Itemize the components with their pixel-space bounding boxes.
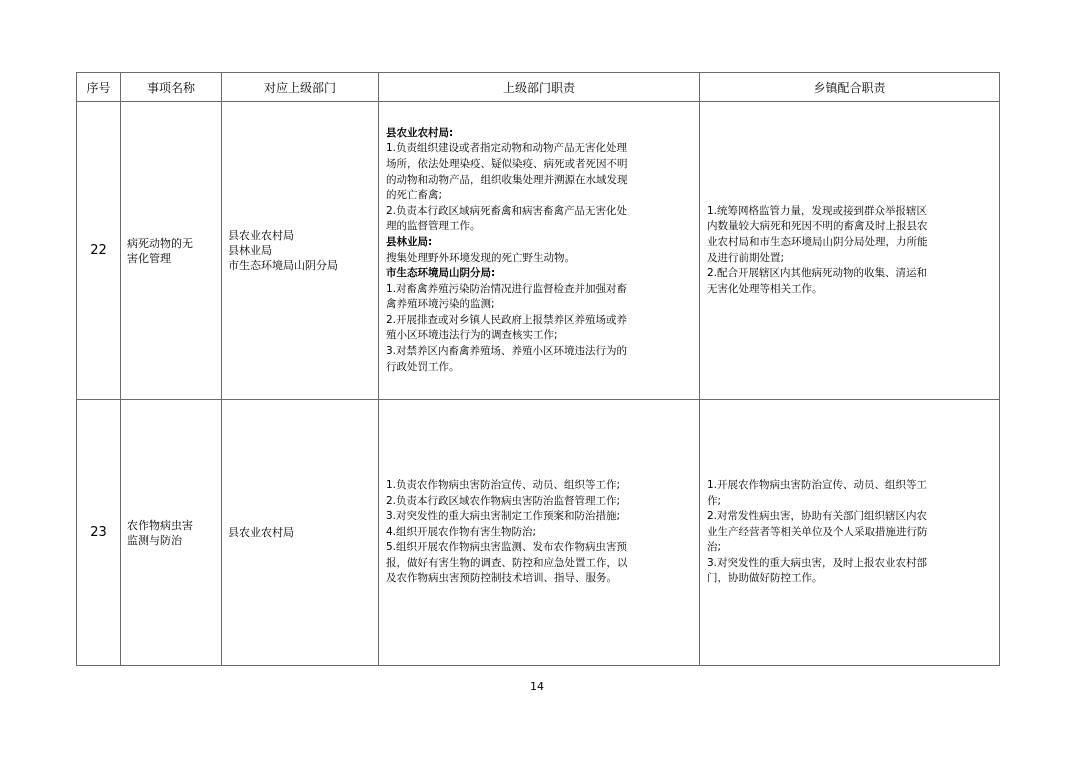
duty-table [76, 72, 1000, 666]
text-line: 的死亡畜禽; [386, 189, 443, 202]
text-line: 及农作物病虫害预防控制技术培训、指导、服务。 [386, 572, 617, 585]
text-line: 4.组织开展农作物有害生物防治; [386, 525, 537, 538]
text-line: 及进行前期处置; [707, 251, 785, 264]
header-row [77, 73, 1000, 102]
text-line: 1.开展农作物病虫害防治宣传、动员、组织等工 [707, 478, 928, 491]
text-line: 禽养殖环境污染的监测; [386, 298, 495, 311]
text-line: 县农业农村局 [228, 229, 294, 242]
text-line: 1.负责农作物病虫害防治宣传、动员、组织等工作; [386, 478, 621, 491]
text-line: 门，协助做好防控工作。 [707, 572, 823, 585]
row-number: 22 [77, 102, 121, 400]
text-line: 2.配合开展辖区内其他病死动物的收集、清运和 [707, 267, 928, 280]
text-line: 报，做好有害生物的调查、防控和应急处置工作，以 [386, 556, 628, 569]
row-number: 23 [77, 400, 121, 666]
text-line: 5.组织开展农作物病虫害监测、发布农作物病虫害预 [386, 541, 628, 554]
text-line: 无害化处理等相关工作。 [707, 282, 823, 295]
text-line: 业生产经营者等相关单位及个人采取措施进行防 [707, 525, 928, 538]
upper-duty-cell [379, 102, 700, 400]
text-line: 治; [707, 541, 722, 554]
upper-dept-cell [222, 102, 379, 400]
text-line: 3.对突发性的重大病虫害，及时上报农业农村部 [707, 556, 928, 569]
text-line: 农作物病虫害 [127, 518, 193, 532]
text-line: 病死动物的无 [127, 236, 193, 250]
text-line: 2.负责本行政区域农作物病虫害防治监督管理工作; [386, 494, 621, 507]
header-upper-dept: 对应上级部门 [222, 73, 379, 102]
page-number: 14 [530, 680, 544, 693]
section-heading: 市生态环境局山阴分局: [386, 267, 496, 280]
text-line: 3.对禁养区内畜禽养殖场、养殖小区环境违法行为的 [386, 345, 628, 358]
text-line: 2.开展排查或对乡镇人民政府上报禁养区养殖场或养 [386, 313, 628, 326]
text-line: 县林业局 [228, 244, 272, 257]
header-no: 序号 [77, 73, 121, 102]
upper-duty-cell [379, 400, 700, 666]
text-line: 1.负责组织建设或者指定动物和动物产品无害化处理 [386, 142, 628, 155]
header-upper-duty: 上级部门职责 [379, 73, 700, 102]
text-line: 行政处罚工作。 [386, 360, 460, 373]
section-heading: 县农业农村局: [386, 126, 454, 139]
text-line: 市生态环境局山阴分局 [228, 259, 338, 272]
text-line: 场所，依法处理染疫、疑似染疫、病死或者死因不明 [386, 157, 628, 170]
table-row [77, 102, 1000, 400]
text-line: 2.负责本行政区域病死畜禽和病害畜禽产品无害化处 [386, 204, 628, 217]
text-line: 2.对常发性病虫害，协助有关部门组织辖区内农 [707, 510, 928, 523]
text-line: 殖小区环境违法行为的调查核实工作; [386, 329, 558, 342]
text-line: 害化管理 [127, 251, 171, 265]
text-line: 县农业农村局 [228, 526, 294, 539]
text-line: 理的监督管理工作。 [386, 220, 481, 233]
item-name-cell [121, 400, 222, 666]
text-line: 内数量较大病死和死因不明的畜禽及时上报县农 [707, 220, 928, 233]
text-line: 业农村局和市生态环境局山阴分局处理，力所能 [707, 235, 928, 248]
header-item-name: 事项名称 [121, 73, 222, 102]
item-name-cell [121, 102, 222, 400]
town-duty-cell [700, 400, 1000, 666]
town-duty-cell [700, 102, 1000, 400]
text-line: 的动物和动物产品，组织收集处理并溯源在水域发现 [386, 173, 628, 186]
text-line: 搜集处理野外环境发现的死亡野生动物。 [386, 251, 575, 264]
table-row [77, 400, 1000, 666]
upper-dept-cell [222, 400, 379, 666]
text-line: 3.对突发性的重大病虫害制定工作预案和防治措施; [386, 510, 621, 523]
section-heading: 县林业局: [386, 235, 433, 248]
text-line: 1.对畜禽养殖污染防治情况进行监督检查并加强对畜 [386, 282, 628, 295]
text-line: 1.统筹网格监管力量，发现或接到群众举报辖区 [707, 204, 928, 217]
text-line: 作; [707, 494, 722, 507]
header-town-duty: 乡镇配合职责 [700, 73, 1000, 102]
text-line: 监测与防治 [127, 533, 182, 547]
